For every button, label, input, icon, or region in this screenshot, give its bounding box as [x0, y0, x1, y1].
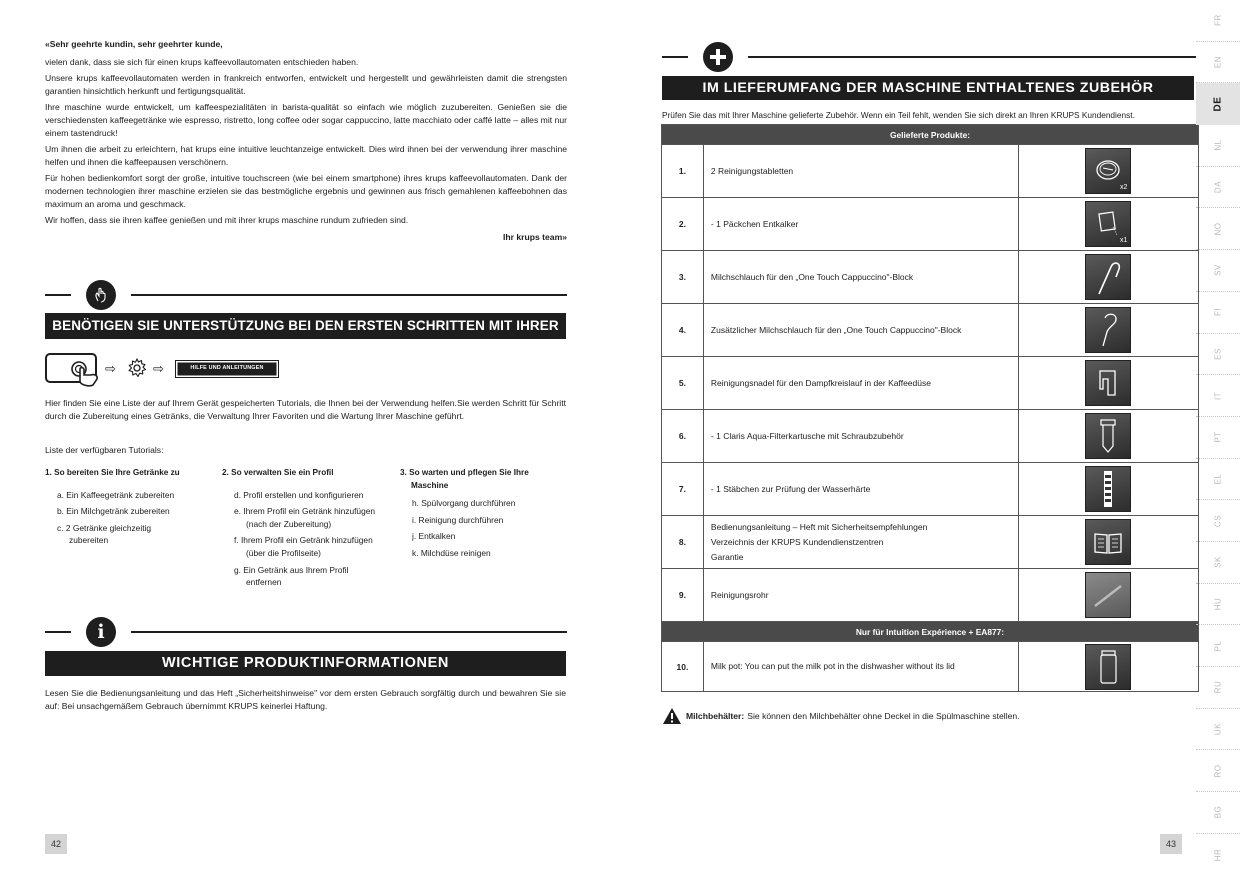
tutorial-item[interactable]: j. Entkalken [412, 531, 456, 542]
support-section-divider [45, 280, 567, 310]
tutorial-column-profile [222, 467, 394, 593]
tutorial-item[interactable]: c. 2 Getränke gleichzeitig zubereiten [57, 522, 152, 546]
item-description: Zusätzlicher Milchschlauch für den „One Touch Cappuccino"-Block [703, 304, 1018, 357]
letter-paragraph: Wir hoffen, dass sie ihren kaffee genießen und mit ihrer krups maschine rundum zufrieden sind. [45, 215, 409, 226]
accessories-intro: Prüfen Sie das mit Ihrer Maschine gelieferte Zubehör. Wenn ein Teil fehlt, wenden Sie sich direkt an Ihren KRUPS Kundendienst. [662, 110, 1135, 120]
milk-pot-icon [1085, 644, 1131, 690]
tablet-icon [1085, 148, 1131, 194]
language-code: PT [1213, 431, 1223, 443]
language-tab[interactable] [1196, 667, 1240, 709]
language-code: NO [1213, 222, 1223, 236]
tutorial-column-prepare [45, 467, 205, 551]
language-tab[interactable] [1196, 42, 1240, 84]
language-code: FI [1213, 308, 1223, 317]
language-code: SK [1213, 556, 1223, 569]
manual-book-icon [1085, 519, 1131, 565]
language-tab[interactable] [1196, 542, 1240, 584]
language-code: PL [1213, 640, 1223, 652]
table-subheader-row [662, 622, 1199, 642]
tutorial-column-heading: 1. So bereiten Sie Ihre Getränke zu [45, 468, 180, 477]
accessories-heading: IM LIEFERUMFANG DER MASCHINE ENTHALTENES ZUBEHÖR [662, 76, 1194, 100]
item-quantity: x2 [1120, 184, 1128, 191]
letter-paragraph: Ihre maschine wurde entwickelt, um kaffeespezialitäten in barista-qualität so einfach wie möglich zuzubereiten. Genießen sie die verschiedensten kaffeegetränke wie espresso, ristretto, long coffee oder sogar cappuccino, latte macchiato oder caffé latte – alles mit nur einem tastendruck! [45, 102, 567, 138]
language-tab[interactable] [1196, 459, 1240, 501]
tutorial-item[interactable]: d. Profil erstellen und konfigurieren [234, 489, 364, 500]
item-description: Milk pot: You can put the milk pot in the dishwasher without its lid [703, 642, 1018, 692]
table-row [662, 569, 1199, 622]
language-code: ES [1213, 348, 1223, 360]
tutorial-column-heading: 3. So warten und pflegen Sie Ihre Maschine [400, 468, 529, 490]
tutorial-item[interactable]: e. Ihrem Profil ein Getränk hinzufügen (nach der Zubereitung) [234, 506, 376, 529]
language-code: BG [1213, 806, 1223, 819]
welcome-letter [45, 38, 567, 247]
language-code: CS [1213, 514, 1223, 527]
language-tab[interactable] [1196, 584, 1240, 626]
table-row [662, 304, 1199, 357]
warning-icon [662, 707, 682, 725]
language-code: DE [1212, 96, 1224, 112]
test-strip-icon [1085, 466, 1131, 512]
table-row [662, 516, 1199, 569]
tutorial-item[interactable]: a. Ein Kaffeegetränk zubereiten [57, 489, 175, 500]
item-description [703, 516, 1018, 569]
help-and-tutorials-button[interactable]: HILFE UND ANLEITUNGEN [175, 360, 279, 378]
tutorial-item[interactable]: g. Ein Getränk aus Ihrem Profil entfernen [234, 564, 349, 588]
table-header-row [662, 125, 1199, 145]
language-tab[interactable] [1196, 167, 1240, 209]
language-code: RU [1213, 681, 1223, 694]
info-text: Lesen Sie die Bedienungsanleitung und das Heft „Sicherheitshinweise" vor dem ersten Gebrauch sorgfältig durch und bewahren Sie sie auf: Bei unsachgemäßem Gebrauch übernimmt KRUPS keinerlei Haftung. [45, 688, 566, 711]
item-number: 10. [662, 642, 704, 692]
language-tab-active[interactable] [1196, 83, 1240, 125]
hand-touch-badge-icon [86, 280, 116, 310]
signature: Ihr krups team» [503, 231, 567, 242]
tutorial-item[interactable]: b. Ein Milchgetränk zubereiten [57, 506, 170, 517]
language-tab[interactable] [1196, 250, 1240, 292]
table-header: Gelieferte Produkte: [662, 125, 1199, 145]
item-number: 2. [662, 198, 704, 251]
table-row [662, 145, 1199, 198]
item-description: Reinigungsnadel für den Dampfkreislauf in der Kaffeedüse [703, 357, 1018, 410]
language-tab[interactable] [1196, 750, 1240, 792]
cleaning-tube-icon [1085, 572, 1131, 618]
item-number: 3. [662, 251, 704, 304]
item-description-line: Verzeichnis der KRUPS Kundendienstzentren [710, 536, 884, 547]
tutorial-item[interactable]: i. Reinigung durchführen [412, 514, 504, 525]
table-row [662, 198, 1199, 251]
tutorial-item[interactable]: h. Spülvorgang durchführen [412, 498, 516, 509]
language-code: UK [1213, 722, 1223, 736]
language-tab[interactable] [1196, 709, 1240, 751]
language-code: EN [1213, 55, 1223, 69]
table-row [662, 357, 1199, 410]
language-code: DA [1213, 181, 1223, 194]
warning-label: Milchbehälter: [686, 711, 745, 721]
letter-paragraph: Für hohen bedienkomfort sorgt der große, intuitive touchscreen (wie bei einem smartphone) ihres krups kaffeevollautomaten. Dank der modernen technologien ihrer maschine erzielen sie das bestmögliche ergebnis und gewinnen aus frisch gemahlenen kaffeebohnen das maximum an aroma und geschmack. [45, 173, 567, 209]
item-number: 6. [662, 410, 704, 463]
language-tab[interactable] [1196, 375, 1240, 417]
language-tab[interactable] [1196, 792, 1240, 834]
language-code: RO [1213, 764, 1223, 778]
language-code: FR [1213, 14, 1223, 27]
language-code: IT [1213, 391, 1223, 400]
letter-paragraph: vielen dank, dass sie sich für einen krups kaffeevollautomaten entschieden haben. [45, 56, 359, 67]
tutorial-list-label: Liste der verfügbaren Tutorials: [45, 445, 164, 455]
item-description: - 1 Stäbchen zur Prüfung der Wasserhärte [703, 463, 1018, 516]
language-tab[interactable] [1196, 500, 1240, 542]
language-tabs [1196, 0, 1240, 876]
tutorial-item[interactable]: k. Milchdüse reinigen [412, 547, 491, 558]
item-number: 9. [662, 569, 704, 622]
item-description: - 1 Claris Aqua-Filterkartusche mit Schraubzubehör [703, 410, 1018, 463]
item-quantity: x1 [1120, 237, 1128, 244]
info-heading: WICHTIGE PRODUKTINFORMATIONEN [45, 651, 566, 676]
filter-cartridge-icon [1085, 413, 1131, 459]
touchscreen-icon [45, 353, 97, 383]
language-tab[interactable] [1196, 0, 1240, 42]
item-description: 2 Reinigungstabletten [703, 145, 1018, 198]
table-row [662, 251, 1199, 304]
tutorial-column-maintenance [400, 467, 560, 564]
info-section-divider [45, 617, 567, 647]
page-number-left: 42 [45, 834, 67, 854]
help-navigation-steps [45, 353, 285, 385]
item-description: Milchschlauch für den „One Touch Cappuccino"-Block [703, 251, 1018, 304]
item-number: 7. [662, 463, 704, 516]
item-number: 4. [662, 304, 704, 357]
language-code: NL [1213, 139, 1223, 152]
milk-hose-icon [1085, 254, 1131, 300]
item-description-line: Bedienungsanleitung – Heft mit Sicherheitsempfehlungen [710, 521, 928, 532]
tutorial-intro: Hier finden Sie eine Liste der auf Ihrem Gerät gespeicherten Tutorials, die Ihnen bei der Verwendung helfen.Sie werden Schritt für Schritt durch die Zubereitung eines Getränks, die Verwaltung Ihrer Favoriten und die Wartung Ihrer Maschine geführt. [45, 398, 566, 421]
item-description-line: Garantie [710, 551, 744, 562]
item-description: Reinigungsrohr [703, 569, 1018, 622]
table-row [662, 463, 1199, 516]
warning-text: Sie können den Milchbehälter ohne Deckel in die Spülmaschine stellen. [747, 711, 1020, 721]
arrow-right-icon: ⇨ [153, 361, 164, 376]
language-code: EL [1213, 473, 1223, 485]
language-code: SV [1213, 264, 1223, 277]
language-code: HR [1213, 848, 1223, 861]
language-tab[interactable] [1196, 292, 1240, 334]
arrow-right-icon: ⇨ [105, 361, 116, 376]
letter-paragraph: Unsere krups kaffeevollautomaten werden in frankreich entworfen, entwickelt und hergestellt und gewährleisten damit die strengsten garantien hinsichtlich herkunft und fertigungsqualität. [45, 73, 567, 96]
plus-icon [703, 42, 733, 72]
language-tab[interactable] [1196, 834, 1240, 876]
accessories-table [661, 124, 1199, 692]
item-number: 5. [662, 357, 704, 410]
table-subheader: Nur für Intuition Expérience + EA877: [662, 622, 1199, 642]
tutorial-column-heading: 2. So verwalten Sie ein Profil [222, 468, 334, 477]
info-icon: i [86, 617, 116, 647]
letter-paragraph: Um ihnen die arbeit zu erleichtern, hat krups eine intuitive leuchtanzeige entwickelt. Dies wird ihnen bei der verwendung ihrer maschine helfen und ihnen die kaffeepausen verschönern. [45, 144, 567, 167]
language-tab[interactable] [1196, 417, 1240, 459]
cleaning-needle-icon [1085, 360, 1131, 406]
milk-container-warning [662, 707, 1202, 725]
gear-icon [127, 358, 147, 380]
table-row [662, 410, 1199, 463]
page-number-right: 43 [1160, 834, 1182, 854]
milk-hose-extra-icon [1085, 307, 1131, 353]
tutorial-item[interactable]: f. Ihrem Profil ein Getränk hinzufügen (über die Profilseite) [234, 535, 373, 558]
language-tab[interactable] [1196, 334, 1240, 376]
accessories-section-divider [662, 42, 1196, 72]
language-tab[interactable] [1196, 208, 1240, 250]
support-heading: BENÖTIGEN SIE UNTERSTÜTZUNG BEI DEN ERSTEN SCHRITTEN MIT IHRER MASCHINE? [45, 313, 566, 339]
table-row [662, 642, 1199, 692]
language-tab[interactable] [1196, 625, 1240, 667]
greeting: «Sehr geehrte kundin, sehr geehrter kunde, [45, 39, 223, 49]
item-number: 1. [662, 145, 704, 198]
item-number: 8. [662, 516, 704, 569]
descaler-icon [1085, 201, 1131, 247]
item-description: - 1 Päckchen Entkalker [703, 198, 1018, 251]
language-tab[interactable] [1196, 125, 1240, 167]
language-code: HU [1213, 597, 1223, 611]
